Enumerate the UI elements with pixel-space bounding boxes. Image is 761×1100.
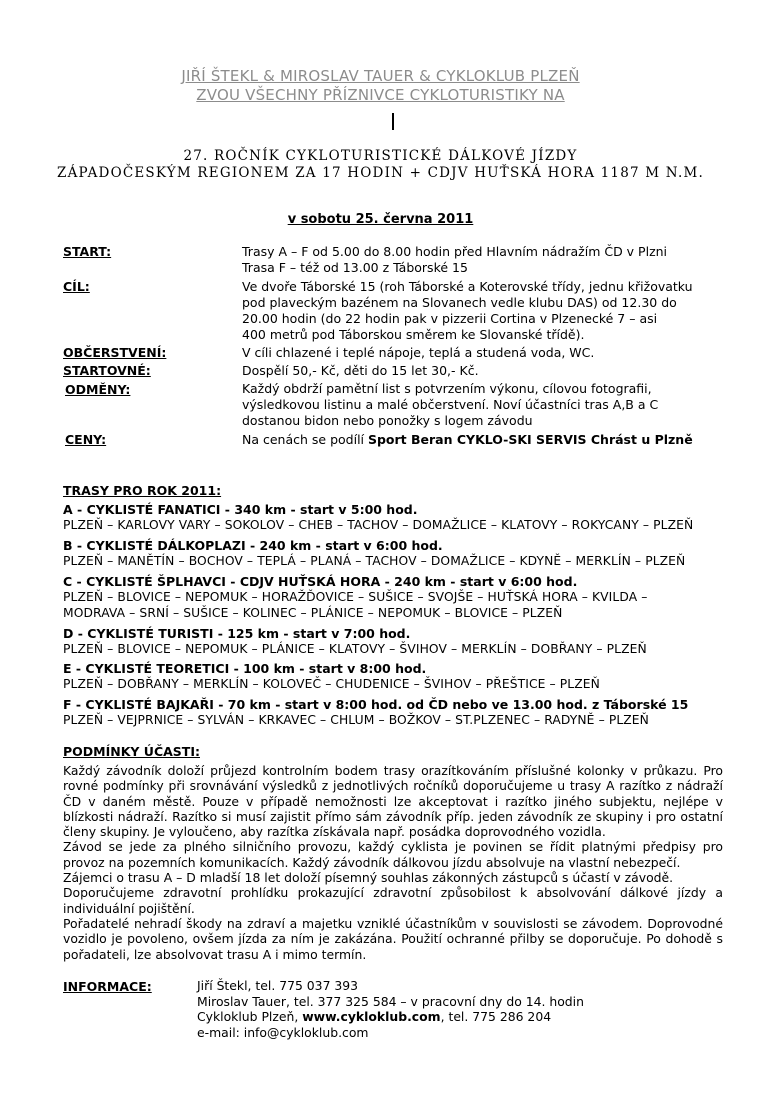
refreshment-value: V cíli chlazené i teplé nápoje, teplá a studená voda, WC.: [242, 345, 595, 360]
contact-email: e-mail: info@cykloklub.com: [197, 1024, 369, 1040]
rewards-value: Každý obdrží pamětní list s potvrzením výkonu, cílovou fotografii, výsledkovou listinu a malé občerstvení. Noví účastníci tras A,B a C dostanou bidon nebo ponožky s logem závodu: [242, 381, 659, 428]
event-subtitle: ZÁPADOČESKÝM REGIONEM ZA 17 HODIN + CDJV HUŤSKÁ HORA 1187 M N.M.: [57, 165, 704, 181]
route-c-stops-1: PLZEŇ – BLOVICE – NEPOMUK – HORAŽĎOVICE – SUŠICE – SVOJŠE – HUŤSKÁ HORA – KVILDA –: [63, 590, 648, 604]
sponsor-name: Sport Beran CYKLO-SKI SERVIS Chrást u Plzně: [367, 432, 693, 447]
conditions-paragraph: Doporučujeme zdravotní prohlídku prokazující zdravotní způsobilost k absolvování dálkové jízdy a individuální pojištění.: [63, 885, 723, 916]
route-b-title: B - CYKLISTÉ DÁLKOPLAZI - 240 km - start v 6:00 hod.: [63, 538, 443, 553]
route-e-title: E - CYKLISTÉ TEORETICI - 100 km - start v 8:00 hod.: [63, 661, 427, 676]
route-a-stops: PLZEŇ – KARLOVY VARY – SOKOLOV – CHEB – TACHOV – DOMAŽLICE – KLATOVY – ROKYCANY – PLZEŇ: [63, 518, 694, 532]
route-f-title: F - CYKLISTÉ BAJKAŘI - 70 km - start v 8:00 hod. od ČD nebo ve 13.00 hod. z Táborské 15: [63, 697, 689, 712]
fee-value: Dospělí 50,- Kč, děti do 15 let 30,- Kč.: [242, 363, 479, 378]
conditions-text: [63, 763, 723, 962]
contact-stekl: Jiří Štekl, tel. 775 037 393: [197, 978, 359, 993]
event-date: v sobotu 25. června 2011: [287, 212, 474, 227]
conditions-heading: PODMÍNKY ÚČASTI:: [63, 744, 200, 759]
prizes-label: CENY:: [65, 432, 107, 447]
organizers-line: JIŘÍ ŠTEKL & MIROSLAV TAUER & CYKLOKLUB PLZEŇ: [181, 67, 580, 85]
text-cursor: [392, 113, 394, 130]
routes-heading: TRASY PRO ROK 2011:: [63, 483, 222, 498]
route-b-stops: PLZEŇ – MANĚTÍN – BOCHOV – TEPLÁ – PLANÁ – TACHOV – DOMAŽLICE – KDYNĚ – MERKLÍN – PLZEŇ: [63, 554, 686, 568]
route-f-stops: PLZEŇ – VEJPRNICE – SYLVÁN – KRKAVEC – CHLUM – BOŽKOV – ST.PLZENEC – RADYNĚ – PLZEŇ: [63, 713, 649, 727]
contact-club: Cykloklub Plzeň, www.cykloklub.com, tel. 775 286 204: [197, 1009, 552, 1024]
route-c-title: C - CYKLISTÉ ŠPLHAVCI - CDJV HUŤSKÁ HORA - 240 km - start v 6:00 hod.: [63, 574, 578, 589]
fee-label: STARTOVNÉ:: [63, 363, 151, 378]
conditions-paragraph: Zájemci o trasu A – D mladší 18 let doloží písemný souhlas zákonných zástupců s účastí v závodě.: [63, 870, 674, 886]
event-title: 27. ROČNÍK CYKLOTURISTICKÉ DÁLKOVÉ JÍZDY: [183, 148, 578, 164]
rewards-label: ODMĚNY:: [65, 382, 131, 397]
contacts-block: [197, 978, 584, 1040]
club-website-link[interactable]: www.cykloklub.com: [302, 1009, 441, 1024]
conditions-paragraph: Každý závodník doloží průjezd kontrolním bodem trasy orazítkováním příslušné kolonky v průkazu. Pro rovné podmínky při srovnávání výsledků z jednotlivých ročníků doporučujeme u trasy A razítko z nádraží ČD v daném městě. Pouze v případě nemožnosti lze akceptovat i razítko jiného subjektu, nejlépe v blízkosti nádraží. Razítko si musí zajistit přímo sám závodník příp. jeden závodník ze skupiny i pro ostatní členy skupiny. Je vyloučeno, aby razítka získávala např. posádka doprovodného vozidla.: [63, 763, 723, 840]
prizes-value: Na cenách se podílí Sport Beran CYKLO-SKI SERVIS Chrást u Plzně: [242, 432, 693, 447]
refreshment-label: OBČERSTVENÍ:: [63, 345, 167, 360]
start-label: START:: [63, 244, 112, 259]
start-value: Trasy A – F od 5.00 do 8.00 hodin před Hlavním nádražím ČD v Plzni Trasa F – též od 13.00 z Táborské 15: [242, 244, 668, 275]
route-e-stops: PLZEŇ – DOBŘANY – MERKLÍN – KOLOVEČ – CHUDENICE – ŠVIHOV – PŘEŠTICE – PLZEŇ: [63, 677, 600, 691]
conditions-paragraph: Závod se jede za plného silničního provozu, každý cyklista je povinen se řídit platnými předpisy pro provoz na pozemních komunikacích. Každý závodník dálkovou jízdu absolvuje na vlastní nebezpečí.: [63, 839, 723, 870]
finish-label: CÍL:: [63, 279, 90, 294]
invitation-line: ZVOU VŠECHNY PŘÍZNIVCE CYKLOTURISTIKY NA: [196, 86, 565, 104]
finish-value: Ve dvoře Táborské 15 (roh Táborské a Koterovské třídy, jednu křižovatku pod plaveckým bazénem na Slovanech vedle klubu DAS) od 12.30 do 20.00 hodin (do 22 hodin pak v pizzerii Cortina v Plzenecké 7 – asi 400 metrů pod Táborskou směrem ke Slovanské třídě).: [242, 279, 693, 342]
conditions-paragraph: Pořadatelé nehradí škody na zdraví a majetku vzniklé účastníkům v souvislosti se závodem. Doprovodné vozidlo je povoleno, ovšem jízda za ním je zakázána. Použití ochranné přilby se doporučuje. Po dohodě s pořadateli, lze absolvovat trasu A i mimo termín.: [63, 915, 723, 962]
route-d-stops: PLZEŇ – BLOVICE – NEPOMUK – PLÁNICE – KLATOVY – ŠVIHOV – MERKLÍN – DOBŘANY – PLZEŇ: [63, 642, 647, 656]
contacts-heading: INFORMACE:: [63, 979, 152, 994]
route-d-title: D - CYKLISTÉ TURISTI - 125 km - start v 7:00 hod.: [63, 626, 411, 641]
route-a-title: A - CYKLISTÉ FANATICI - 340 km - start v 5:00 hod.: [63, 502, 418, 517]
contact-tauer: Miroslav Tauer, tel. 377 325 584 – v pracovní dny do 14. hodin: [197, 993, 584, 1009]
route-c-stops-2: MODRAVA – SRNÍ – SUŠICE – KOLINEC – PLÁNICE – NEPOMUK – BLOVICE – PLZEŇ: [63, 606, 563, 620]
